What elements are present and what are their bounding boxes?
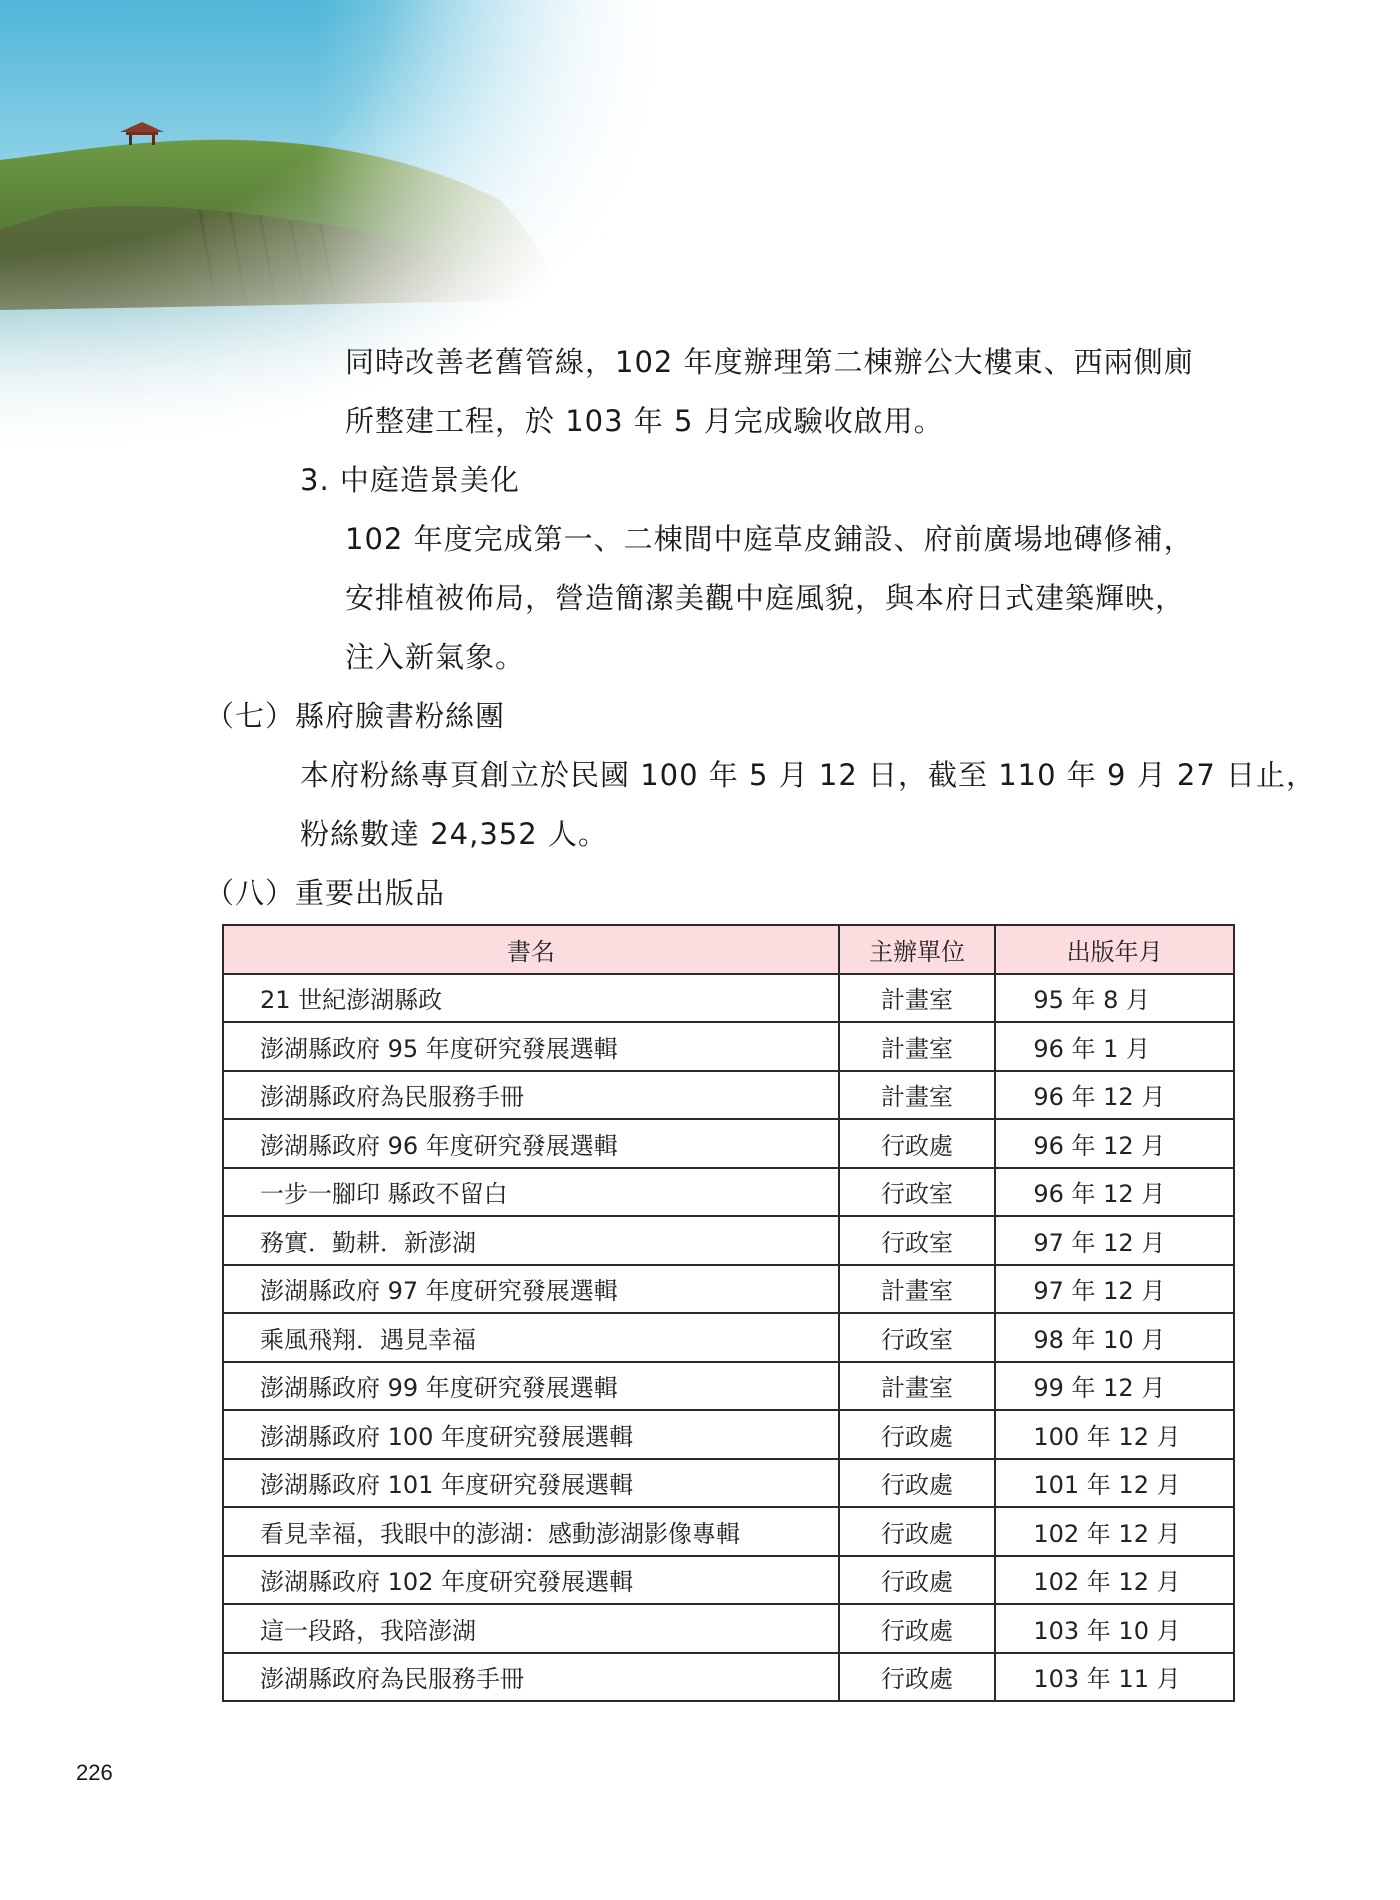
cell-date: 95 年 8 月 xyxy=(995,974,1234,1023)
table-row xyxy=(223,1168,1234,1217)
cell-title: 澎湖縣政府為民服務手冊 xyxy=(223,1071,839,1120)
cell-title: 澎湖縣政府為民服務手冊 xyxy=(223,1653,839,1702)
table-row xyxy=(223,1265,1234,1314)
section-heading: （七）縣府臉書粉絲團 xyxy=(205,699,506,733)
cell-title: 澎湖縣政府 96 年度研究發展選輯 xyxy=(223,1119,839,1168)
cell-unit: 行政處 xyxy=(839,1459,996,1508)
cell-title: 一步一腳印 縣政不留白 xyxy=(223,1168,839,1217)
table-row xyxy=(223,1071,1234,1120)
cell-title: 務實．勤耕．新澎湖 xyxy=(223,1216,839,1265)
cell-unit: 計畫室 xyxy=(839,974,996,1023)
column-header-unit: 主辦單位 xyxy=(839,925,996,974)
table-row xyxy=(223,1362,1234,1411)
cell-date: 102 年 12 月 xyxy=(995,1556,1234,1605)
cell-date: 102 年 12 月 xyxy=(995,1507,1234,1556)
cell-title: 澎湖縣政府 100 年度研究發展選輯 xyxy=(223,1410,839,1459)
publications-table xyxy=(222,924,1235,1702)
cell-title: 澎湖縣政府 99 年度研究發展選輯 xyxy=(223,1362,839,1411)
cell-date: 103 年 11 月 xyxy=(995,1653,1234,1702)
cell-unit: 行政處 xyxy=(839,1556,996,1605)
cell-unit: 行政處 xyxy=(839,1507,996,1556)
table-row xyxy=(223,1604,1234,1653)
cell-date: 98 年 10 月 xyxy=(995,1313,1234,1362)
cell-title: 澎湖縣政府 101 年度研究發展選輯 xyxy=(223,1459,839,1508)
paragraph-line: 102 年度完成第一、二棟間中庭草皮鋪設、府前廣場地磚修補， xyxy=(345,522,1194,556)
cell-title: 21 世紀澎湖縣政 xyxy=(223,974,839,1023)
cell-date: 97 年 12 月 xyxy=(995,1216,1234,1265)
cell-unit: 行政處 xyxy=(839,1119,996,1168)
cell-unit: 行政處 xyxy=(839,1410,996,1459)
paragraph-line: 注入新氣象。 xyxy=(345,640,526,674)
column-header-title: 書名 xyxy=(223,925,839,974)
table-row xyxy=(223,974,1234,1023)
table-header-row xyxy=(223,925,1234,974)
paragraph-line: 安排植被佈局，營造簡潔美觀中庭風貌，與本府日式建築輝映， xyxy=(345,581,1186,615)
header-landscape-image xyxy=(0,0,700,460)
cell-title: 乘風飛翔．遇見幸福 xyxy=(223,1313,839,1362)
table-row xyxy=(223,1119,1234,1168)
cell-date: 96 年 12 月 xyxy=(995,1071,1234,1120)
table-row xyxy=(223,1410,1234,1459)
cell-date: 97 年 12 月 xyxy=(995,1265,1234,1314)
cell-unit: 計畫室 xyxy=(839,1362,996,1411)
paragraph-line: 所整建工程，於 103 年 5 月完成驗收啟用。 xyxy=(345,404,944,438)
item-heading: 3. 中庭造景美化 xyxy=(300,463,520,497)
table-row xyxy=(223,1022,1234,1071)
table-row xyxy=(223,1216,1234,1265)
cell-date: 96 年 1 月 xyxy=(995,1022,1234,1071)
column-header-date: 出版年月 xyxy=(995,925,1234,974)
paragraph-line: 同時改善老舊管線，102 年度辦理第二棟辦公大樓東、西兩側廁 xyxy=(345,345,1194,379)
cell-title: 澎湖縣政府 95 年度研究發展選輯 xyxy=(223,1022,839,1071)
cell-date: 100 年 12 月 xyxy=(995,1410,1234,1459)
cell-unit: 行政處 xyxy=(839,1653,996,1702)
cell-unit: 行政室 xyxy=(839,1216,996,1265)
cell-date: 103 年 10 月 xyxy=(995,1604,1234,1653)
cell-unit: 行政處 xyxy=(839,1604,996,1653)
cell-date: 96 年 12 月 xyxy=(995,1119,1234,1168)
page-number: 226 xyxy=(76,1760,113,1785)
cell-unit: 計畫室 xyxy=(839,1022,996,1071)
cell-unit: 計畫室 xyxy=(839,1071,996,1120)
cell-title: 這一段路，我陪澎湖 xyxy=(223,1604,839,1653)
table-row xyxy=(223,1556,1234,1605)
section-heading: （八）重要出版品 xyxy=(205,876,446,910)
table-row xyxy=(223,1507,1234,1556)
table-row xyxy=(223,1313,1234,1362)
paragraph-line: 本府粉絲專頁創立於民國 100 年 5 月 12 日，截至 110 年 9 月 27 日止， xyxy=(300,758,1317,792)
cell-unit: 行政室 xyxy=(839,1313,996,1362)
cell-title: 看見幸福，我眼中的澎湖：感動澎湖影像專輯 xyxy=(223,1507,839,1556)
cell-date: 99 年 12 月 xyxy=(995,1362,1234,1411)
table-row xyxy=(223,1653,1234,1702)
cell-date: 101 年 12 月 xyxy=(995,1459,1234,1508)
cell-title: 澎湖縣政府 97 年度研究發展選輯 xyxy=(223,1265,839,1314)
cell-unit: 計畫室 xyxy=(839,1265,996,1314)
cell-title: 澎湖縣政府 102 年度研究發展選輯 xyxy=(223,1556,839,1605)
paragraph-line: 粉絲數達 24,352 人。 xyxy=(300,817,608,851)
table-row xyxy=(223,1459,1234,1508)
cell-unit: 行政室 xyxy=(839,1168,996,1217)
cell-date: 96 年 12 月 xyxy=(995,1168,1234,1217)
